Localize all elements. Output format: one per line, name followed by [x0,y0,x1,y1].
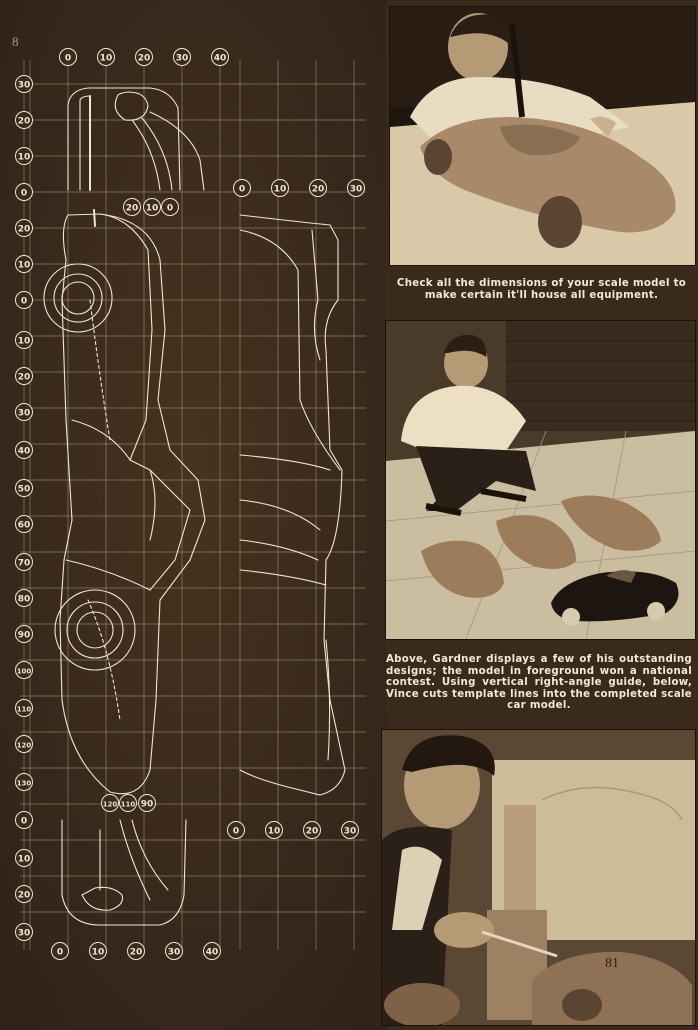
scale-label-side-lower [342,822,359,839]
scale-label-side-lower [228,822,245,839]
page-number: 81 [605,956,619,971]
svg-text:10: 10 [17,854,31,865]
svg-text:20: 20 [125,203,139,214]
svg-text:0: 0 [238,184,246,195]
svg-text:40: 40 [17,446,31,457]
svg-text:30: 30 [175,53,189,64]
scale-label-top [174,49,191,66]
svg-text:70: 70 [17,558,31,569]
scale-label-vertical [16,662,33,679]
scale-label-vertical [16,292,33,309]
svg-text:20: 20 [17,890,31,901]
svg-text:20: 20 [137,53,151,64]
scale-label-top [136,49,153,66]
svg-text:30: 30 [167,947,181,958]
photo-measuring-model [389,6,696,266]
svg-text:120: 120 [102,800,118,809]
scale-label-top [212,49,229,66]
photo-bottom-image [382,730,695,1025]
caption-middle: Above, Gardner displays a few of his outstanding designs; the model in foreground won a national contest. Using vertical right-angle guide, below, Vince cuts template lines into the completed scale car model. [386,654,692,712]
scale-label-top [98,49,115,66]
scale-label-inner-upper [162,199,179,216]
scale-label-vertical [16,442,33,459]
svg-text:10: 10 [17,260,31,271]
svg-text:110: 110 [16,705,32,714]
scale-label-side-upper [348,180,365,197]
svg-text:60: 60 [17,520,31,531]
svg-text:90: 90 [140,799,154,810]
svg-text:10: 10 [17,336,31,347]
svg-text:0: 0 [20,816,28,827]
scale-label-vertical [16,590,33,607]
scale-label-vertical [16,256,33,273]
svg-text:40: 40 [213,53,227,64]
svg-text:10: 10 [145,203,159,214]
scale-label-vertical [16,516,33,533]
scale-label-vertical [16,736,33,753]
scale-label-vertical [16,76,33,93]
svg-text:30: 30 [343,826,357,837]
svg-text:10: 10 [91,947,105,958]
svg-text:30: 30 [17,408,31,419]
scale-label-bottom [166,943,183,960]
svg-text:20: 20 [305,826,319,837]
svg-text:20: 20 [311,184,325,195]
scale-label-vertical [16,184,33,201]
scale-label-bottom [52,943,69,960]
svg-text:10: 10 [99,53,113,64]
scale-label-vertical [16,886,33,903]
photo-cutting-template [381,729,696,1026]
scale-label-vertical [16,220,33,237]
svg-text:30: 30 [17,80,31,91]
svg-text:0: 0 [20,188,28,199]
svg-text:0: 0 [232,826,240,837]
svg-text:10: 10 [267,826,281,837]
scale-label-inner-upper [124,199,141,216]
scale-label-vertical [16,626,33,643]
scale-label-vertical [16,404,33,421]
svg-text:120: 120 [16,741,32,750]
scale-label-top [60,49,77,66]
scale-label-bottom [204,943,221,960]
scale-label-bottom [128,943,145,960]
svg-text:0: 0 [166,203,174,214]
svg-text:20: 20 [17,116,31,127]
scale-label-inner-upper [144,199,161,216]
svg-text:20: 20 [17,224,31,235]
scale-label-vertical [16,700,33,717]
svg-text:40: 40 [205,947,219,958]
scale-label-inner-lower [102,795,119,812]
svg-text:10: 10 [17,152,31,163]
scale-label-vertical [16,924,33,941]
scale-label-vertical [16,480,33,497]
scale-label-bottom [90,943,107,960]
scale-label-side-lower [304,822,321,839]
page-corner-mark: 8 [12,34,19,49]
svg-text:0: 0 [64,53,72,64]
svg-text:130: 130 [16,779,32,788]
scale-label-side-upper [310,180,327,197]
svg-text:50: 50 [17,484,31,495]
svg-text:30: 30 [349,184,363,195]
photo-top-image [390,7,695,265]
scale-label-vertical [16,368,33,385]
svg-text:20: 20 [17,372,31,383]
svg-text:0: 0 [20,296,28,307]
caption-top: Check all the dimensions of your scale model to make certain it'll house all equipment. [396,278,687,301]
scale-label-side-lower [266,822,283,839]
svg-text:30: 30 [17,928,31,939]
svg-text:110: 110 [120,800,136,809]
photo-model-designs [385,320,696,640]
scale-label-vertical [16,554,33,571]
scale-label-vertical [16,112,33,129]
scale-label-inner-lower [139,795,156,812]
scale-label-vertical [16,812,33,829]
svg-text:80: 80 [17,594,31,605]
svg-text:90: 90 [17,630,31,641]
photo-middle-image [386,321,695,639]
svg-text:0: 0 [56,947,64,958]
svg-text:20: 20 [129,947,143,958]
svg-text:100: 100 [16,667,32,676]
scale-label-vertical [16,148,33,165]
scale-label-vertical [16,774,33,791]
scale-label-side-upper [272,180,289,197]
svg-text:10: 10 [273,184,287,195]
scale-label-inner-lower [120,795,137,812]
scale-label-vertical [16,332,33,349]
scale-label-vertical [16,850,33,867]
scale-label-side-upper [234,180,251,197]
